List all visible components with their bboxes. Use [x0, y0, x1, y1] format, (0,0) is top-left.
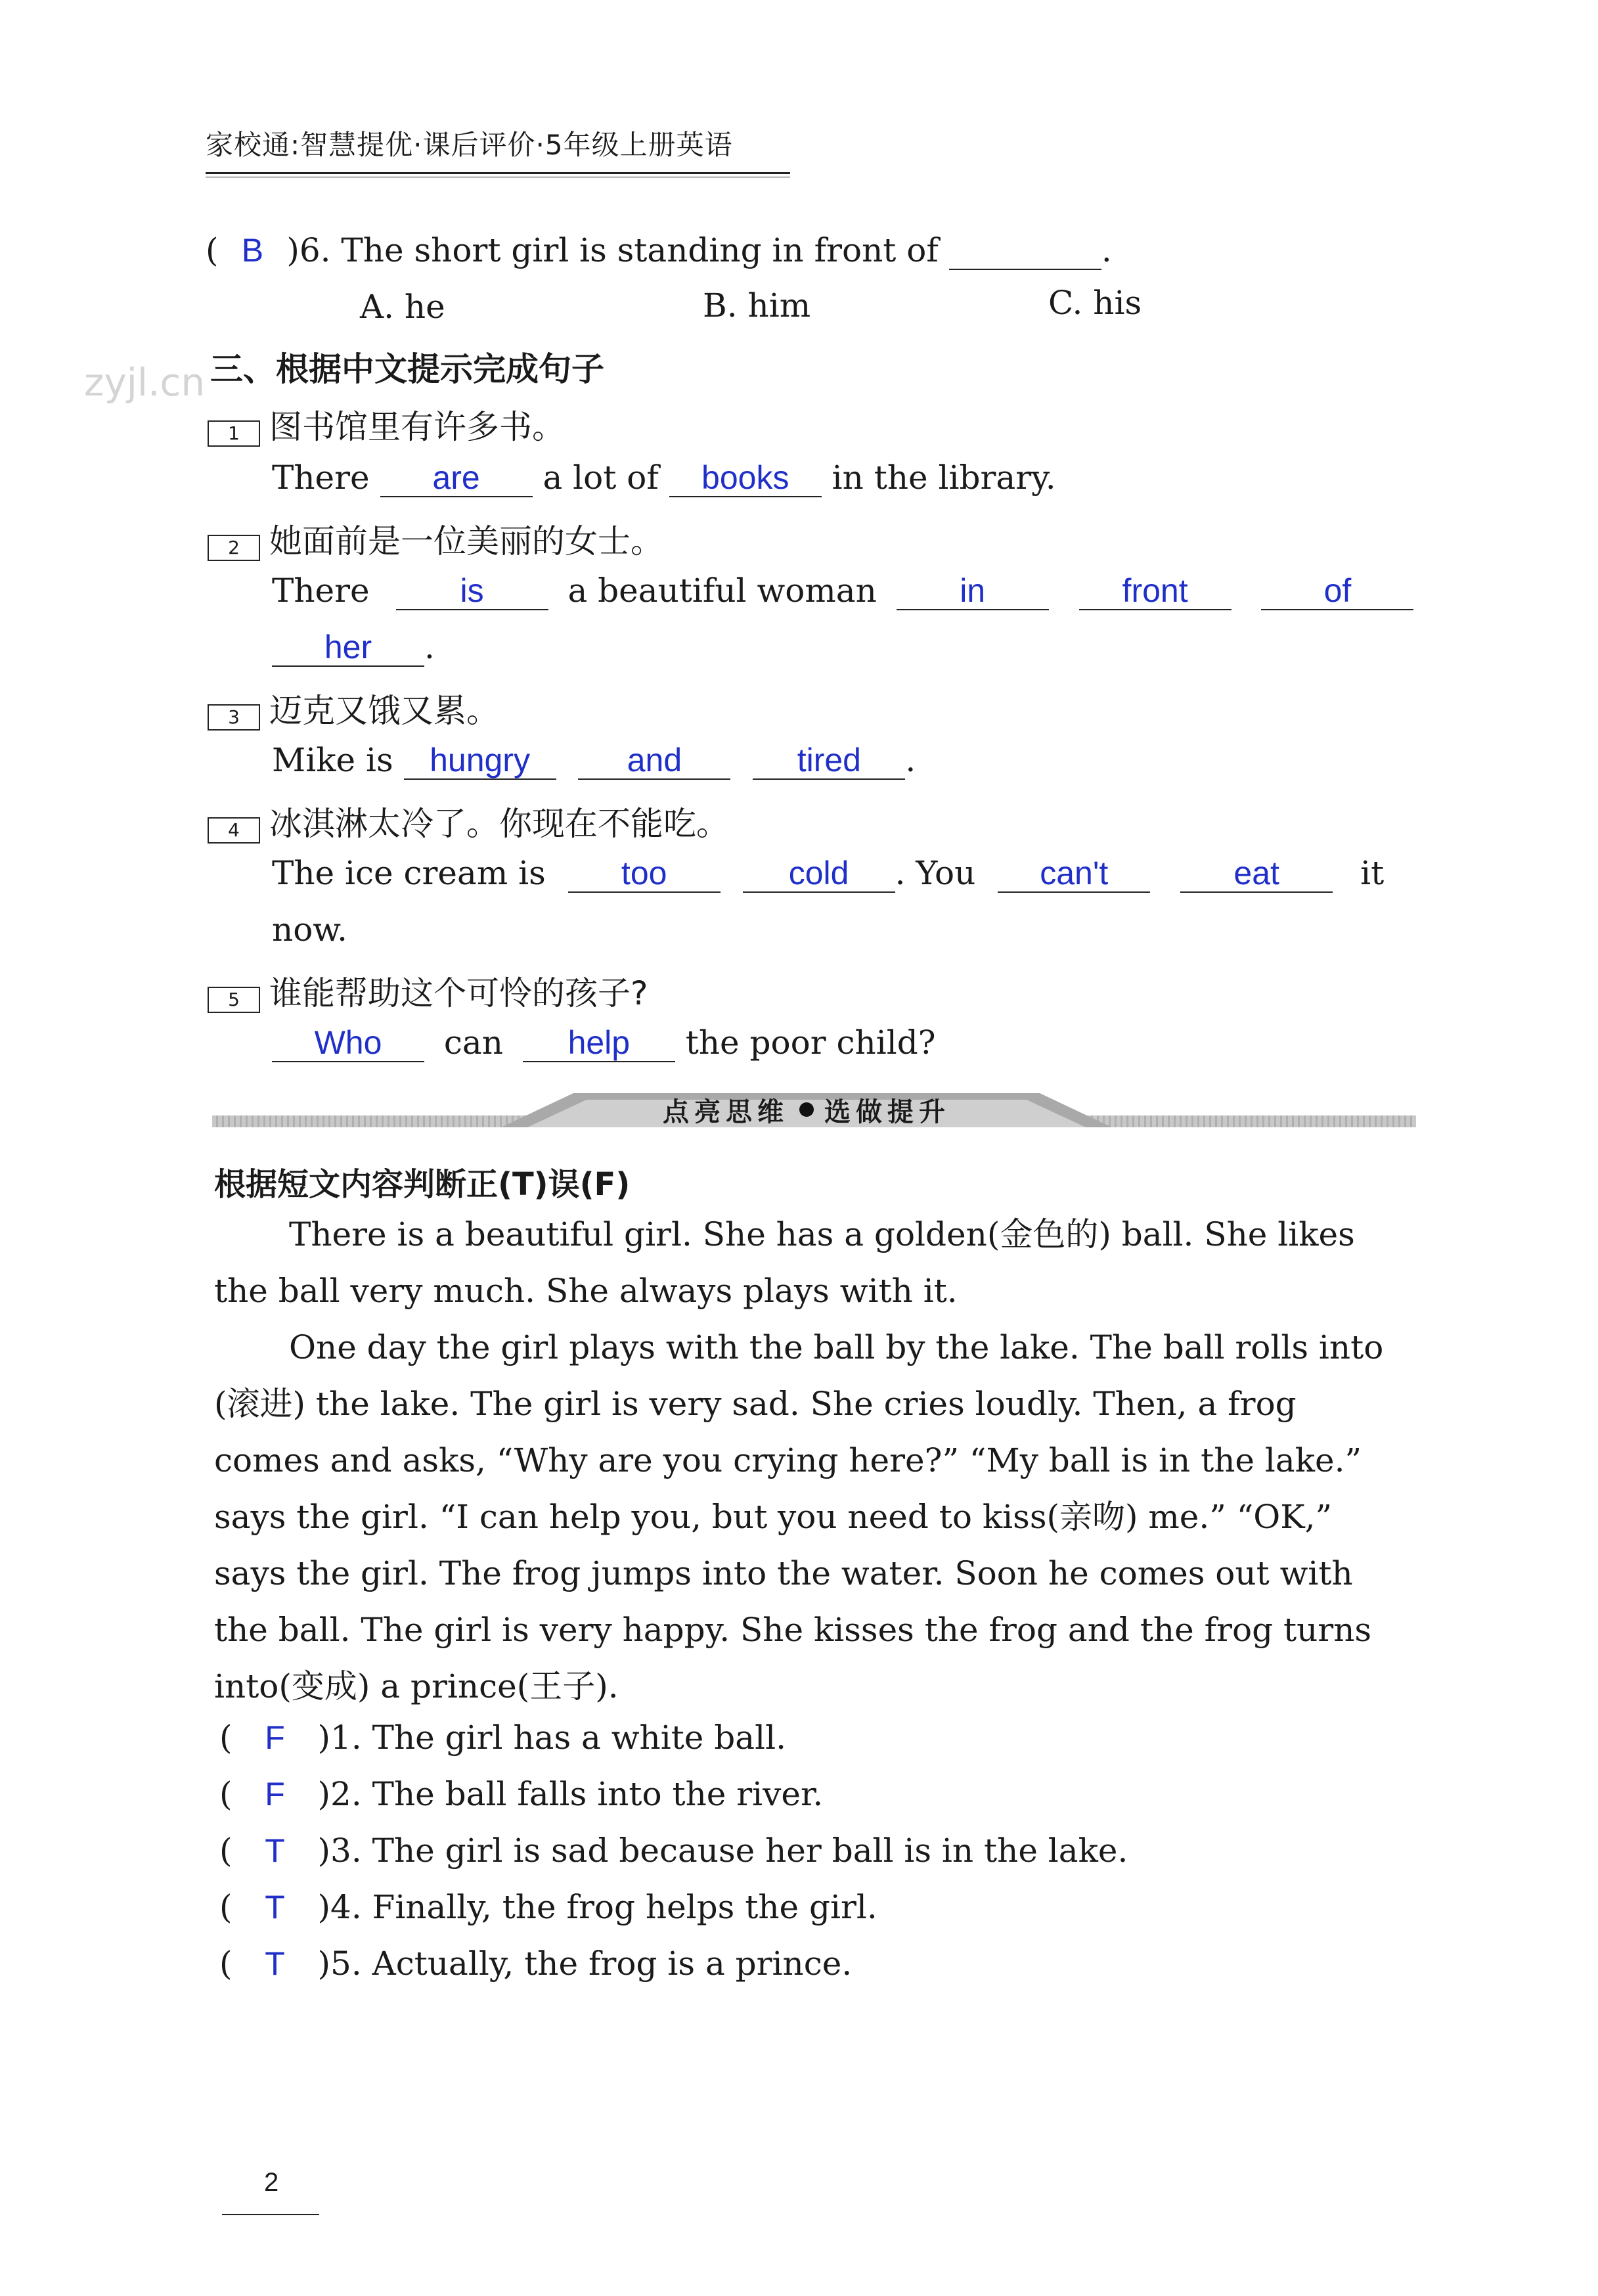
- tf-question-1: [219, 1719, 786, 1757]
- passage-line: says the girl. The frog jumps into the water. Soon he comes out with: [214, 1554, 1353, 1592]
- reading-title: 根据短文内容判断正(T)误(F): [214, 1166, 631, 1203]
- q6-line: [206, 231, 1112, 270]
- item1-cn: [208, 401, 565, 448]
- item3-text: Mike is: [272, 741, 393, 779]
- item1-en: [272, 459, 1056, 497]
- item3-end: .: [905, 741, 916, 779]
- item1-number: 1: [208, 420, 260, 447]
- paren-open: (: [219, 1719, 233, 1757]
- tf-text: )2. The ball falls into the river.: [317, 1775, 824, 1813]
- item2-answer: in: [897, 573, 1049, 610]
- paren-open: (: [219, 1775, 233, 1813]
- item5-text: can: [443, 1024, 503, 1062]
- paren-open: (: [206, 231, 219, 269]
- banner-left: 点亮思维: [663, 1096, 789, 1127]
- q6-text: )6. The short girl is standing in front of: [286, 231, 939, 269]
- banner-dot: [799, 1102, 814, 1117]
- tf-answer: T: [265, 1832, 285, 1869]
- passage-line: One day the girl plays with the ball by the lake. The ball rolls into: [289, 1328, 1384, 1366]
- item2-answer: front: [1079, 573, 1232, 610]
- tf-answer: F: [265, 1719, 285, 1756]
- item3-cn: [208, 685, 499, 732]
- passage-line: comes and asks, “Why are you crying here?” “My ball is in the lake.”: [214, 1441, 1362, 1479]
- tf-answer: F: [265, 1776, 285, 1812]
- page-number-rule: [222, 2214, 319, 2215]
- passage-line: says the girl. “I can help you, but you need to kiss(亲吻) me.” “OK,”: [214, 1498, 1333, 1536]
- item4-chinese: 冰淇淋太冷了。你现在不能吃。: [269, 805, 729, 843]
- banner-right: 选做提升: [824, 1096, 950, 1127]
- item2-answer: is: [396, 573, 548, 610]
- tf-text: )3. The girl is sad because her ball is in the lake.: [317, 1832, 1128, 1870]
- item5-cn: [208, 967, 648, 1014]
- item2-text: There: [272, 572, 370, 610]
- item2-answer: of: [1261, 573, 1413, 610]
- tf-text: )4. Finally, the frog helps the girl.: [317, 1888, 877, 1926]
- item5-text: the poor child?: [685, 1024, 936, 1062]
- passage-line: There is a beautiful girl. She has a golden(金色的) ball. She likes: [289, 1215, 1355, 1253]
- item4-text: it: [1360, 854, 1385, 892]
- tf-answer: T: [265, 1889, 285, 1925]
- item2-en-cont: [272, 628, 435, 667]
- item2-answer: her: [272, 629, 424, 667]
- section3-title: 三、根据中文提示完成句子: [210, 350, 604, 388]
- item4-answer: cold: [743, 855, 895, 893]
- item2-en: [272, 572, 1413, 610]
- item1-answer: books: [669, 460, 822, 497]
- item3-answer: tired: [753, 742, 905, 780]
- item3-en: [272, 741, 916, 780]
- item5-en: [272, 1024, 936, 1062]
- item1-text: a lot of: [543, 459, 659, 497]
- item2-chinese: 她面前是一位美丽的女士。: [269, 522, 663, 560]
- item4-cn: [208, 798, 729, 845]
- item4-text: The ice cream is: [272, 854, 546, 892]
- item5-answer: help: [523, 1025, 675, 1062]
- item4-en: [272, 854, 1384, 893]
- item1-answer: are: [380, 460, 533, 497]
- item1-text: There: [272, 459, 370, 497]
- item4-answer: can't: [998, 855, 1150, 893]
- q6-blank: [949, 233, 1101, 270]
- paren-open: (: [219, 1832, 233, 1870]
- q6-end: .: [1101, 231, 1112, 269]
- item4-answer: eat: [1180, 855, 1333, 893]
- tf-text: )5. Actually, the frog is a prince.: [317, 1945, 853, 1983]
- q6-option-a: A. he: [360, 288, 445, 326]
- item4-text: . You: [895, 854, 976, 892]
- item3-chinese: 迈克又饿又累。: [269, 692, 499, 730]
- item1-chinese: 图书馆里有许多书。: [269, 408, 565, 446]
- tf-answer: T: [265, 1945, 285, 1982]
- passage-line: the ball. The girl is very happy. She kisses the frog and the frog turns: [214, 1611, 1372, 1649]
- item5-answer: Who: [272, 1025, 424, 1062]
- section-banner: [212, 1091, 1416, 1131]
- passage-line: (滚进) the lake. The girl is very sad. She cries loudly. Then, a frog: [214, 1385, 1297, 1423]
- item2-text: a beautiful woman: [567, 572, 877, 610]
- item4-number: 4: [208, 817, 260, 844]
- banner-text-wrap: [501, 1091, 1112, 1129]
- paren-open: (: [219, 1888, 233, 1926]
- item4-answer: too: [568, 855, 721, 893]
- item2-end: .: [424, 628, 435, 666]
- item2-cn: [208, 515, 663, 562]
- item1-text: in the library.: [832, 459, 1056, 497]
- tf-question-3: [219, 1832, 1128, 1870]
- tf-question-5: [219, 1945, 852, 1983]
- item4-en-cont: now.: [272, 911, 348, 949]
- page-number: 2: [264, 2168, 279, 2197]
- q6-answer: B: [241, 232, 264, 269]
- q6-option-c: C. his: [1048, 284, 1142, 322]
- tf-text: )1. The girl has a white ball.: [317, 1719, 786, 1757]
- tf-question-4: [219, 1888, 877, 1926]
- tf-question-2: [219, 1775, 823, 1813]
- passage-line: into(变成) a prince(王子).: [214, 1667, 619, 1705]
- paren-open: (: [219, 1945, 233, 1983]
- item2-number: 2: [208, 535, 260, 561]
- passage-line: the ball very much. She always plays with it.: [214, 1272, 958, 1310]
- item5-chinese: 谁能帮助这个可怜的孩子?: [269, 974, 648, 1012]
- page-header: 家校通:智慧提优·课后评价·5年级上册英语: [206, 129, 733, 161]
- header-rule: [206, 172, 790, 177]
- item3-number: 3: [208, 704, 260, 731]
- item3-answer: hungry: [404, 742, 556, 780]
- item3-answer: and: [578, 742, 730, 780]
- item5-number: 5: [208, 987, 260, 1013]
- q6-option-b: B. him: [703, 286, 811, 325]
- watermark: zyjl.cn: [84, 360, 206, 405]
